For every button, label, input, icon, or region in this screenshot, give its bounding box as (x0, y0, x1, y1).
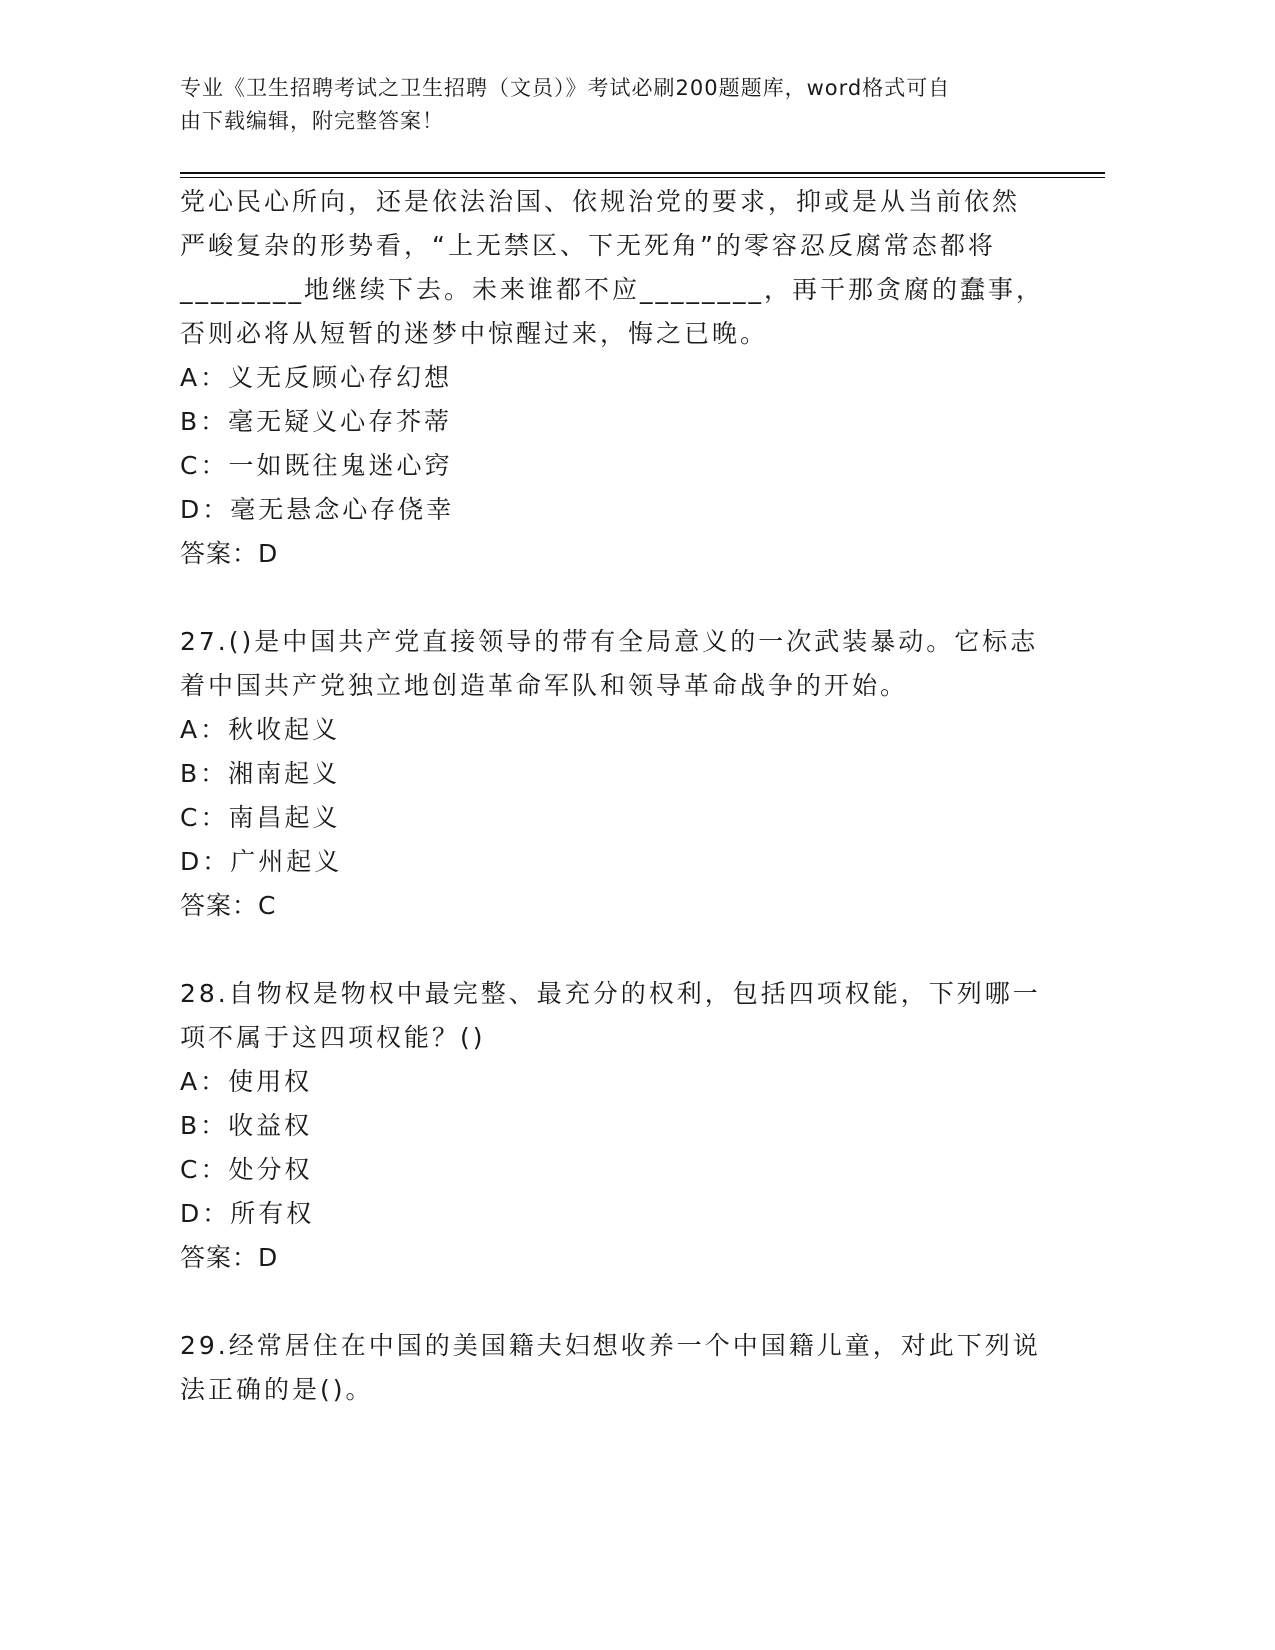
question-stem (180, 1324, 1060, 1412)
question-27 (180, 620, 1060, 928)
stem-line: 党心民心所向，还是依法治国、依规治党的要求，抑或是从当前依然 (180, 187, 1021, 216)
document-header (180, 72, 1040, 138)
option-a: A：秋收起义 (180, 715, 341, 744)
answer-line: 答案：D (180, 1243, 279, 1272)
stem-line: 27.()是中国共产党直接领导的带有全局意义的一次武装暴动。它标志 (180, 627, 1039, 656)
header-divider-thin (180, 177, 1105, 178)
stem-line: 28.自物权是物权中最完整、最充分的权利，包括四项权能，下列哪一 (180, 979, 1041, 1008)
stem-line: 严峻复杂的形势看，“上无禁区、下无死角”的零容忍反腐常态都将 (180, 231, 996, 260)
stem-line: 着中国共产党独立地创造革命军队和领导革命战争的开始。 (180, 671, 909, 700)
option-d: D：广州起义 (180, 847, 343, 876)
stem-line: 29.经常居住在中国的美国籍夫妇想收养一个中国籍儿童，对此下列说 (180, 1331, 1041, 1360)
header-divider-thick (180, 172, 1105, 174)
option-d: D：毫无悬念心存侥幸 (180, 495, 455, 524)
header-line-1: 专业《卫生招聘考试之卫生招聘（文员）》考试必刷200题题库，word格式可自 (180, 76, 951, 100)
option-c: C：处分权 (180, 1155, 313, 1184)
question-stem (180, 180, 1060, 356)
option-c: C：南昌起义 (180, 803, 341, 832)
question-28 (180, 972, 1060, 1280)
answer-line: 答案：C (180, 891, 277, 920)
header-line-2: 由下载编辑，附完整答案！ (180, 109, 444, 133)
option-a: A：使用权 (180, 1067, 313, 1096)
option-b: B：收益权 (180, 1111, 313, 1140)
document-body (180, 180, 1060, 1412)
stem-line: 否则必将从短暂的迷梦中惊醒过来，悔之已晚。 (180, 319, 769, 348)
question-continued (180, 180, 1060, 576)
option-d: D：所有权 (180, 1199, 315, 1228)
stem-line: 法正确的是()。 (180, 1375, 374, 1404)
stem-line: 项不属于这四项权能？() (180, 1023, 486, 1052)
option-b: B：毫无疑义心存芥蒂 (180, 407, 453, 436)
option-a: A：义无反顾心存幻想 (180, 363, 453, 392)
option-c: C：一如既往鬼迷心窍 (180, 451, 453, 480)
question-29 (180, 1324, 1060, 1412)
answer-line: 答案：D (180, 539, 279, 568)
question-stem (180, 972, 1060, 1060)
question-stem (180, 620, 1060, 708)
stem-line: ________地继续下去。未来谁都不应________，再干那贪腐的蠢事， (180, 275, 1045, 304)
option-b: B：湘南起义 (180, 759, 341, 788)
